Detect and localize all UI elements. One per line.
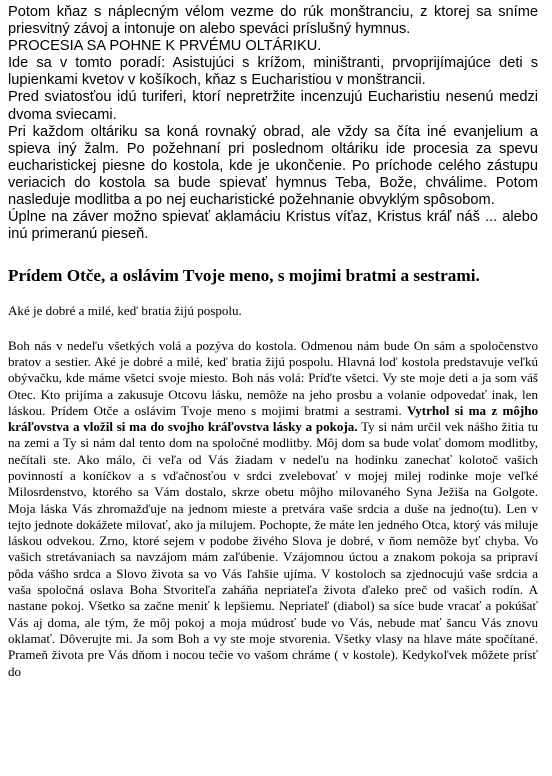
body-text-part1: Boh nás v nedeľu všetkých volá a pozýva do kostola. Odmenou nám bude On sám a spoločenstvo bratov a sestier. Aké je dobré a milé, keď bratia žijú pospolu. Hlavná loď kostola predstavuje veľkú obývačku, kde máme všetci svoje miesto. Boh nás volá: Príďte všetci. Vy ste moje deti a ja som váš Otec. Kto prijíma a zakusuje Otcovu lásku, nemôže na jeho prosbu a volanie odpovedať inak, len láskou. Prídem Otče a oslávim Tvoje meno s mojimi bratmi a sestrami. xyxy=(8,337,538,418)
section-intro: Aké je dobré a milé, keď bratia žijú pospolu. xyxy=(8,303,242,319)
procession-instructions xyxy=(8,4,538,243)
paragraph-closing-song: Úplne na záver možno spievať aklamáciu Kristus víťaz, Kristus kráľ náš ... alebo inú primeranú pieseň. xyxy=(8,209,538,243)
body-text-part2: Ty si nám určil vek nášho žitia tu na zemi a Ty si nám dal tento dom na spoločné modlitby. Môj dom sa bude volať domom modlitby, nečítali ste. Ako málo, či veľa od Vás žiadam v nedeľu na hodinku zanechať kolotoč vašich povinností a koníčkov a s vďačnosťou v srdci zvelebovať v mojej milej rodinke moje veľké Milosrdenstvo, ktorého sa Vám dostalo, skrze obetu môjho milovaného Syna Ježiša na Golgote. Moja láska Vás zhromažďuje na jednom mieste a pretvára vaše srdcia a duše na jedno(tu). Len v tejto jednote dokážete milovať, ako ja milujem. Pochopte, že máte len jedného Otca, ktorý vás miluje láskou odvekou. Zrno, ktoré sejem v podobe živého Slova je dobré, v ňom nemôže byť chyba. Vo vašich stretávaniach sa navzájom mám zaľúbenie. Vzájomnou úctou a znakom pokoja sa pripraví pôda vášho srdca a Slovo života sa vo Vás ľahšie ujíma. V kostoloch sa zjednocujú vaše srdcia a vaša spoločná oslava Boha Stvoriteľa zaháňa nepriateľa života ďaleko preč od vašich rodín. A nastane pokoj. Všetko sa začne meniť k lepšiemu. Nepriateľ (diabol) sa síce bude vracať a pokúšať Vás aj doma, ale tým, že môj pokoj a moja múdrosť bude vo Vás, nebude mať šancu Vás znovu oklamať. Dôverujte mi. Ja som Boh a vy ste moje stvorenia. Všetky vlasy na hlave máte spočítané. Prameň života pre Vás dňom i nocou tečie vo vašom chráme ( v kostole). Kedykoľvek môžete prísť do xyxy=(8,419,538,679)
paragraph-order: Ide sa v tomto poradí: Asistujúci s krížom, miništranti, prvoprijímajúce deti s lupienkami kvetov v košíkoch, kňaz s Eucharistiou v monštrancii. xyxy=(8,55,538,89)
section-body xyxy=(8,338,538,680)
paragraph-turifers: Pred sviatosťou idú turiferi, ktorí nepretržite incenzujú Eucharistiu nesenú medzi dvoma sviecami. xyxy=(8,89,538,123)
body-text-bold: Vytrhol si ma z môjho kráľovstva a vložil si ma do svojho kráľovstva lásky a pokoja. xyxy=(8,402,538,435)
paragraph-altars: Pri každom oltáriku sa koná rovnaký obrad, ale vždy sa číta iné evanjelium a spieva iný žalm. Po požehnaní pri poslednom oltáriku ide procesia za spevu eucharistickej piesne do kostola, kde je ukončenie. Po príchode celého zástupu veriacich do kostola sa bude spievať hymnus Teba, Bože, chválime. Potom nasleduje modlitba a po nej eucharistické požehnanie obvyklým spôsobom. xyxy=(8,123,538,209)
section-heading: Prídem Otče, a oslávim Tvoje meno, s mojimi bratmi a sestrami. xyxy=(8,266,480,286)
paragraph-procession-start: PROCESIA SA POHNE K PRVÉMU OLTÁRIKU. xyxy=(8,38,322,55)
paragraph-monstrance: Potom kňaz s náplecným vélom vezme do rúk monštranciu, z ktorej sa sníme priesvitný závoj a intonuje on alebo speváci príslušný hymnus. xyxy=(8,4,538,38)
